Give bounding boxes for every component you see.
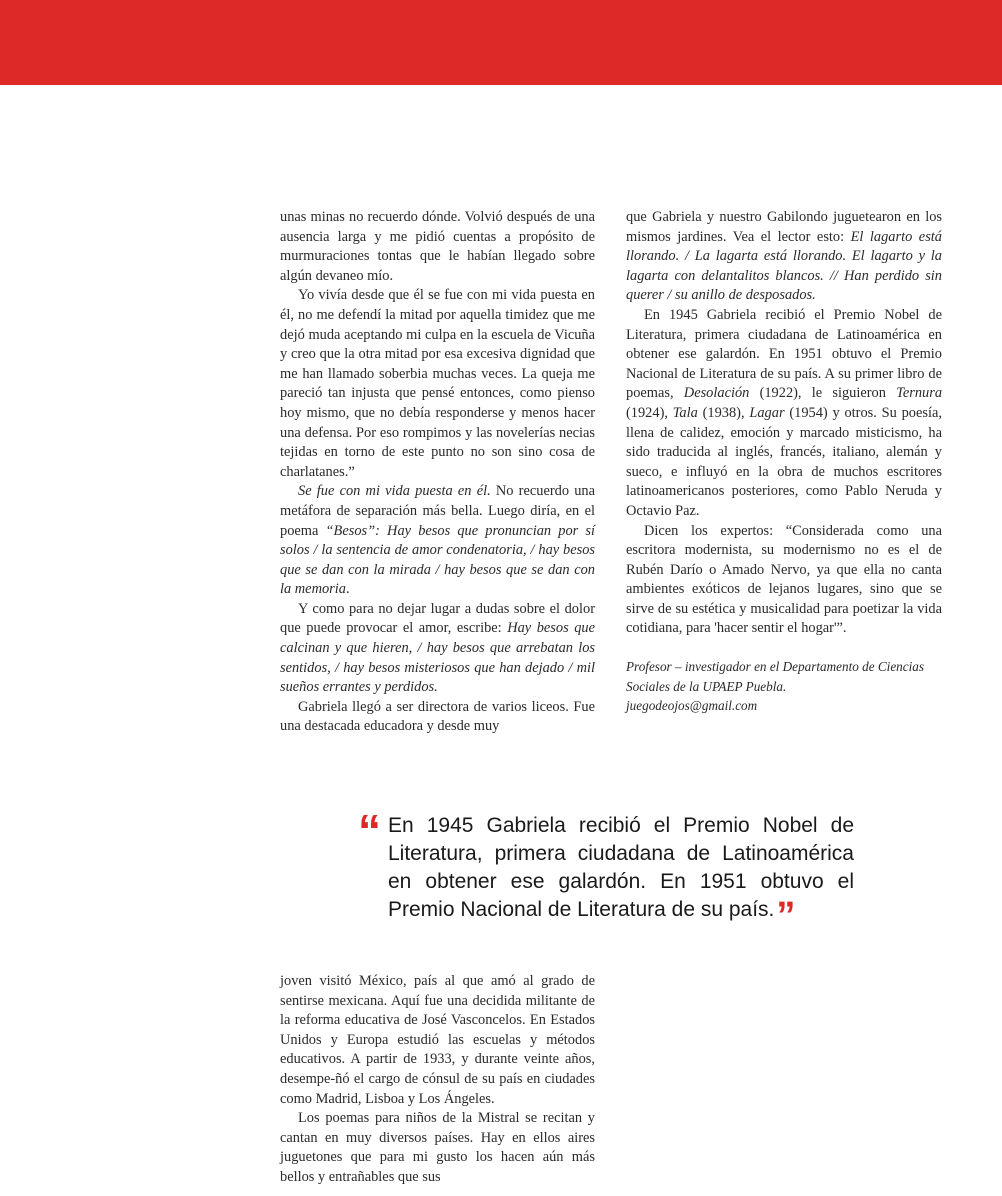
paragraph (626, 306, 942, 522)
paragraph-text: En 1945 Gabriela recibió el Premio Nobel de Literatura, primera ciudadana de Latinoamérica en obtener ese galardón. En 1951 obtuvo el Premio Nacional de Literatura de su país. A su primer libro de poemas, (626, 306, 942, 402)
paragraph-text: . (345, 581, 350, 598)
paragraph-text: No recuerdo una metáfora de separación más bella. Luego diría, en el poema (280, 483, 595, 539)
book-title: Desolación (683, 385, 750, 402)
poem-quote: Hay besos que calcinan y que hieren, / hay besos que arrebatan los sentidos, / hay besos misteriosos que han dejado / mil sueños errantes y perdidos. (280, 620, 595, 696)
paragraph (280, 286, 595, 482)
article-column-bottom (280, 972, 595, 1188)
paragraph: joven visitó México, país al que amó al grado de sentirse mexicana. Aquí fue una decidida militante de la reforma educativa de José Vasconcelos. En Estados Unidos y Europa estudió las escuelas y métodos educativos. A partir de 1933, y durante veinte años, desempe-ñó el cargo de cónsul de su país en ciudades como Madrid, Lisboa y Los Ángeles. (280, 973, 595, 1107)
header-band (0, 0, 1002, 85)
paragraph-text: (1924), (626, 404, 673, 421)
paragraph (280, 600, 595, 698)
quote-italic: Se fue con mi vida puesta en él. (298, 483, 491, 500)
paragraph-text: que Gabriela y nuestro Gabilondo juguetearon en los mismos jardines. Vea el lector esto: (626, 209, 942, 245)
paragraph (626, 208, 942, 306)
credit-line: Sociales de la UPAEP Puebla. (626, 678, 787, 694)
paragraph-text: (1954) y otros. Su poesía, llena de calidez, emoción y marcado misticismo, ha sido traducida al inglés, francés, italiano, alemán y sueco, e influyó en la obra de muchos escritores latinoamericanos posteriores, como Pablo Neruda y Octavio Paz. (626, 404, 942, 519)
paragraph: Los poemas para niños de la Mistral se recitan y cantan en muy diversos países. Hay en ellos aires juguetones que para mi gusto los hacen aún más bellos y entrañables que sus (280, 1110, 595, 1185)
author-credit (626, 657, 942, 716)
paragraph (280, 482, 595, 600)
article-column-left (280, 208, 595, 737)
paragraph-text: (1922), le siguieron (749, 385, 897, 402)
author-email: juegodeojos@gmail.com (626, 698, 758, 714)
paragraph-text: Y como para no dejar lugar a dudas sobre el dolor que puede provocar el amor, escribe: (280, 600, 595, 637)
book-title: Lagar (749, 404, 785, 421)
paragraph: Gabriela llegó a ser directora de varios liceos. Fue una destacada educadora y desde muy (280, 698, 595, 735)
book-title: Tala (672, 404, 698, 421)
pull-quote-text: En 1945 Gabriela recibió el Premio Nobel de Literatura, primera ciudadana de Latinoamérica en obtener ese galardón. En 1951 obtuvo el Premio Nacional de Literatura de su país. (388, 814, 854, 921)
paragraph-text: Yo vivía desde que él se fue con mi vida puesta en él, no me defendí la mitad por aquella timidez que me dejó muda aceptando mi culpa en la escuela de Vicuña y creo que la otra mitad por esa excesiva dignidad que me han llamado soberbia muchas veces. La queja me pareció tan injusta que pensé entonces, como pienso hoy mismo, que no debía responderse y menos hacer una defensa. Por eso rompimos y las novelerías necias tejidas en torno de este punto no son sino cosa de charlatanes.” (280, 287, 595, 480)
paragraph: Dicen los expertos: “Considerada como una escritora modernista, su modernismo no es el de Rubén Darío o Amado Nervo, ya que ella no canta ambientes exóticos de lejanos lugares, sino que se sirve de su estética y musicalidad para poetizar la vida cotidiana, para 'hacer sentir el hogar'”. (626, 522, 942, 637)
paragraph-text: (1938), (697, 404, 750, 421)
open-quote-icon: “ (358, 805, 381, 857)
poem-quote: El lagarto está llorando. / La lagarta está llorando. El lagarto y la lagarta con delantalitos blancos. // Han perdido sin querer / su anillo de desposados. (626, 228, 942, 304)
article-column-right (626, 208, 942, 716)
paragraph: unas minas no recuerdo dónde. Volvió después de una ausencia larga y me pidió cuentas a propósito de murmuraciones tontas que le habían llegado sobre algún devaneo mío. (280, 209, 595, 284)
close-quote-icon: ” (776, 895, 796, 937)
book-title: Ternura (896, 385, 943, 402)
pull-quote (388, 812, 854, 937)
credit-line: Profesor – investigador en el Departamento de Ciencias (626, 659, 925, 675)
poem-quote: “Besos”: Hay besos que pronuncian por sí solos / la sentencia de amor condenatoria, / hay besos que se dan con la mirada / hay besos que se dan con la memoria (280, 522, 595, 598)
